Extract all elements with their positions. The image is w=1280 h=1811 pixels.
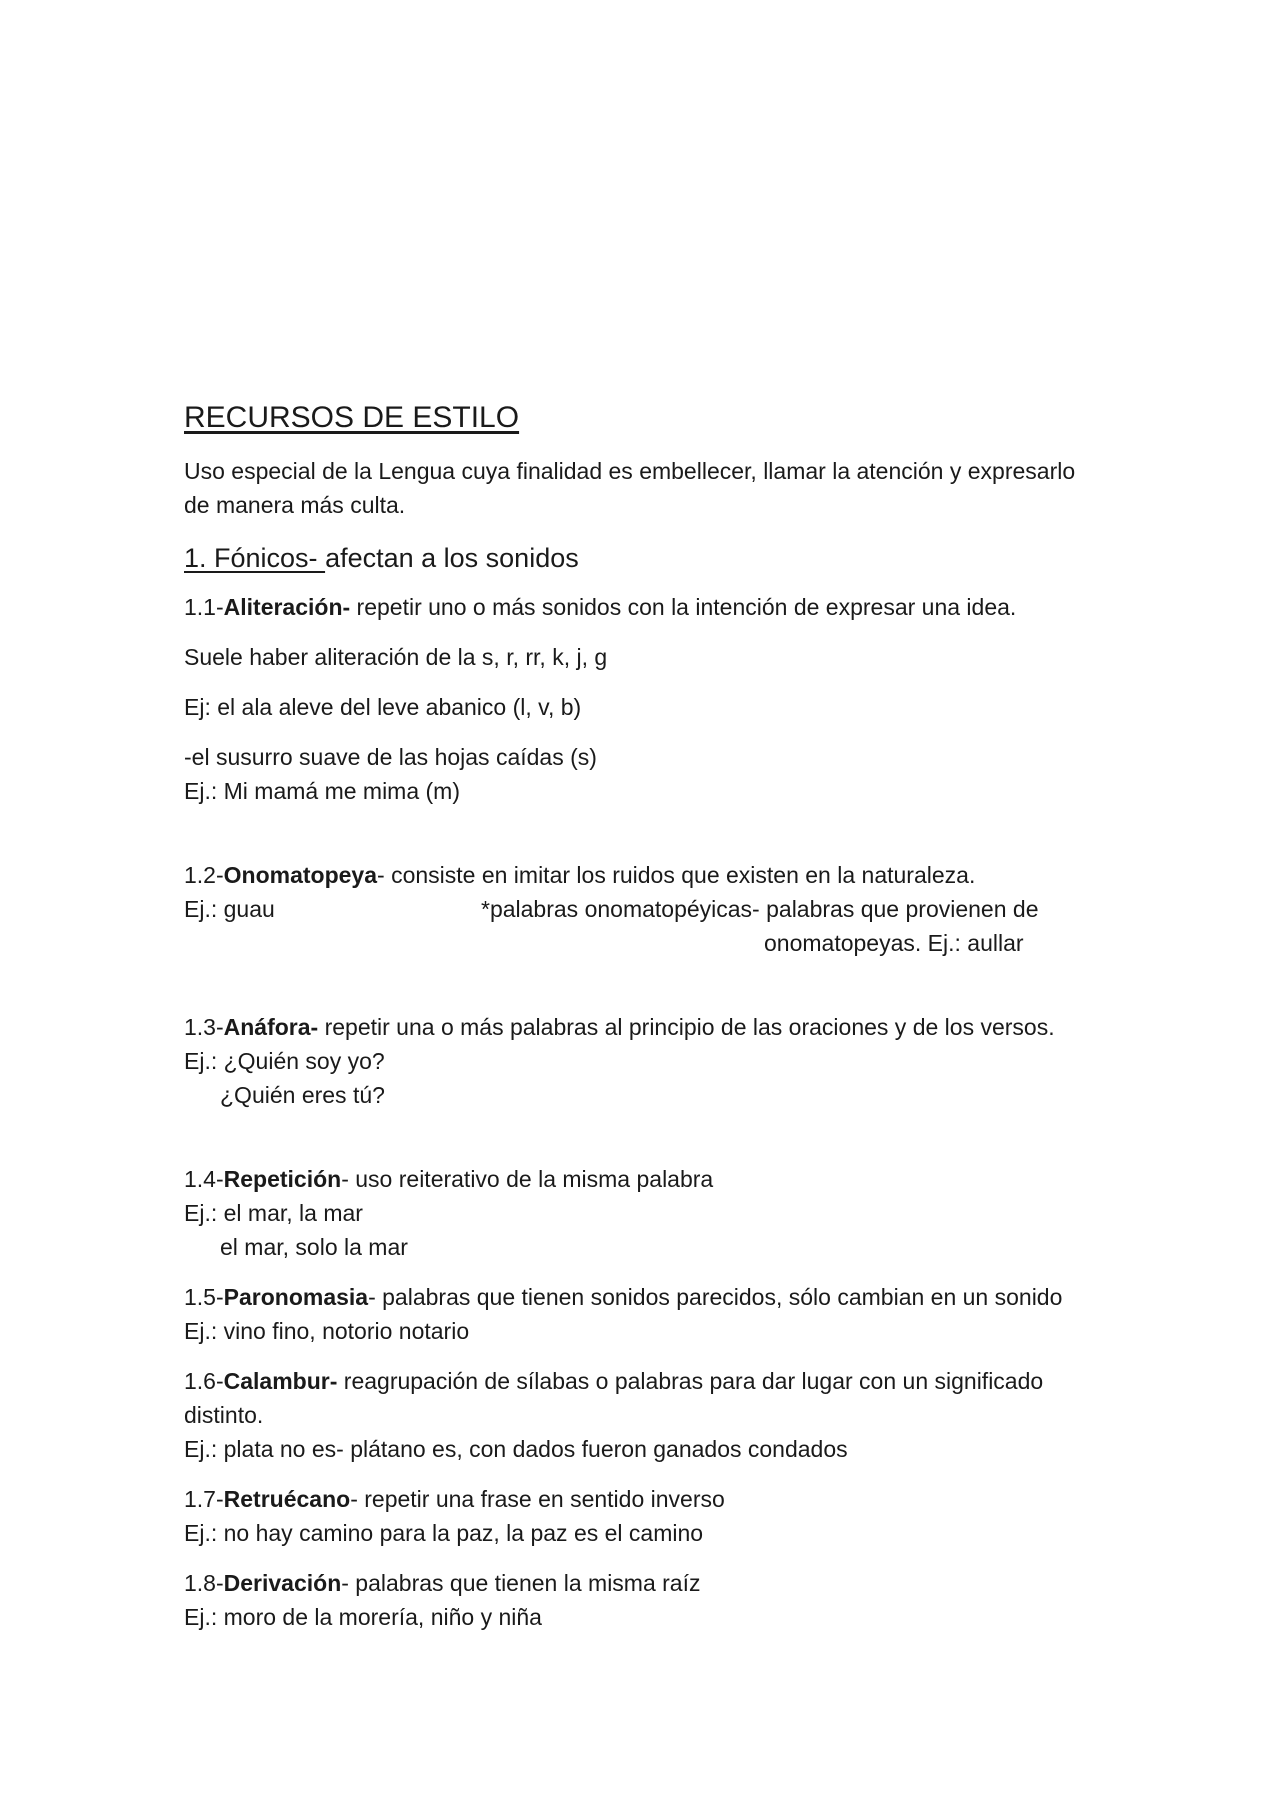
calambur-definition-continuation: distinto. — [184, 1402, 264, 1428]
onomatopeya-example-row — [184, 892, 1104, 926]
aliteracion-note: Suele haber aliteración de la s, r, rr, k, j, g — [184, 644, 608, 670]
item-definition: - palabras que tienen la misma raíz — [341, 1570, 701, 1596]
paronomasia-example: Ej.: vino fino, notorio notario — [184, 1318, 470, 1344]
item-retruecano — [184, 1482, 1104, 1516]
item-term: Aliteración- — [223, 594, 351, 620]
item-aliteracion — [184, 590, 1104, 624]
item-definition: repetir una o más palabras al principio de las oraciones y de los versos. — [318, 1014, 1055, 1040]
item-number: 1.1- — [184, 594, 224, 620]
item-term: Calambur- — [223, 1368, 338, 1394]
item-definition: - uso reiterativo de la misma palabra — [341, 1166, 714, 1192]
item-term: Paronomasia — [223, 1284, 369, 1310]
item-number: 1.7- — [184, 1486, 224, 1512]
intro-line: de manera más culta. — [184, 492, 406, 518]
document-body — [184, 398, 1104, 1634]
item-number: 1.2- — [184, 862, 224, 888]
item-definition: - repetir una frase en sentido inverso — [350, 1486, 725, 1512]
derivacion-example: Ej.: moro de la morería, niño y niña — [184, 1604, 542, 1630]
intro-paragraph — [184, 454, 1104, 522]
repeticion-example: el mar, solo la mar — [220, 1234, 408, 1260]
item-calambur — [184, 1364, 1104, 1398]
item-number: 1.6- — [184, 1368, 224, 1394]
item-term: Derivación — [223, 1570, 342, 1596]
item-term: Anáfora- — [223, 1014, 319, 1040]
item-paronomasia — [184, 1280, 1104, 1314]
item-anafora — [184, 1010, 1104, 1044]
item-number: 1.8- — [184, 1570, 224, 1596]
item-definition: repetir uno o más sonidos con la intención de expresar una idea. — [350, 594, 1017, 620]
calambur-example: Ej.: plata no es- plátano es, con dados fueron ganados condados — [184, 1436, 848, 1462]
aliteracion-example: -el susurro suave de las hojas caídas (s) — [184, 744, 597, 770]
item-number: 1.4- — [184, 1166, 224, 1192]
item-term: Onomatopeya — [223, 862, 378, 888]
item-definition: reagrupación de sílabas o palabras para dar lugar con un significado — [337, 1368, 1044, 1394]
item-number: 1.3- — [184, 1014, 224, 1040]
item-definition: - consiste en imitar los ruidos que existen en la naturaleza. — [377, 862, 976, 888]
item-definition: - palabras que tienen sonidos parecidos, sólo cambian en un sonido — [368, 1284, 1063, 1310]
onomatopeya-note-continuation: onomatopeyas. Ej.: aullar — [764, 930, 1024, 956]
item-repeticion — [184, 1162, 1104, 1196]
repeticion-example: Ej.: el mar, la mar — [184, 1200, 363, 1226]
item-term: Repetición — [223, 1166, 342, 1192]
retruecano-example: Ej.: no hay camino para la paz, la paz es el camino — [184, 1520, 704, 1546]
onomatopeya-note: *palabras onomatopéyicas- palabras que provienen de — [481, 896, 1039, 922]
item-number: 1.5- — [184, 1284, 224, 1310]
anafora-example: Ej.: ¿Quién soy yo? — [184, 1048, 385, 1074]
item-onomatopeya — [184, 858, 1104, 892]
section-heading-label: 1. Fónicos- — [184, 543, 326, 573]
section-heading-fonicos — [184, 538, 1104, 578]
anafora-example: ¿Quién eres tú? — [220, 1082, 385, 1108]
page-title: RECURSOS DE ESTILO — [184, 401, 520, 434]
intro-line: Uso especial de la Lengua cuya finalidad es embellecer, llamar la atención y expresarlo — [184, 458, 1076, 484]
aliteracion-example: Ej.: Mi mamá me mima (m) — [184, 778, 460, 804]
onomatopeya-example: Ej.: guau — [184, 896, 275, 922]
item-derivacion — [184, 1566, 1104, 1600]
section-heading-text: afectan a los sonidos — [325, 543, 579, 573]
aliteracion-example: Ej: el ala aleve del leve abanico (l, v, b) — [184, 694, 582, 720]
item-term: Retruécano — [223, 1486, 351, 1512]
